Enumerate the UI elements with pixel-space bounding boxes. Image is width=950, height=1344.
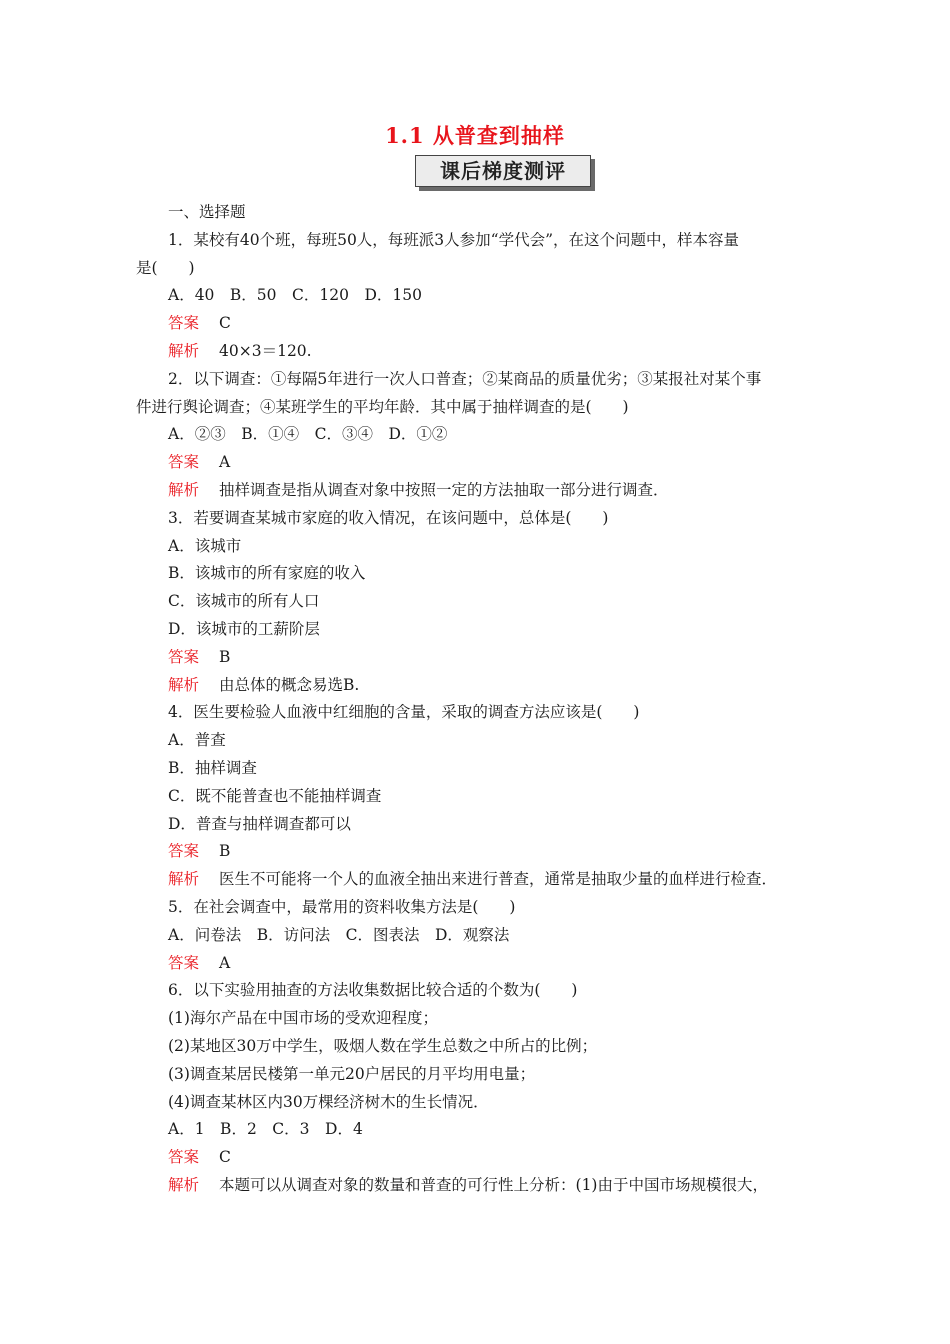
line-text: A．该城市: [168, 536, 242, 555]
text-line: [136, 1089, 826, 1117]
line-text: 6．以下实验用抽查的方法收集数据比较合适的个数为( ): [168, 981, 578, 1000]
text-line: [136, 1061, 826, 1089]
line-text: 医生不可能将一个人的血液全抽出来进行普查，通常是抽取少量的血样进行检查．: [219, 870, 778, 889]
line-text: C．该城市的所有人口: [168, 592, 320, 611]
line-text: 是( ): [136, 258, 195, 277]
line-text: 1．某校有40个班，每班50人，每班派3人参加“学代会”，在这个问题中，样本容量: [168, 230, 740, 249]
text-line: [136, 977, 826, 1005]
text-line: [136, 1116, 826, 1144]
line-text: 件进行舆论调查；④某班学生的平均年龄．其中属于抽样调查的是( ): [136, 397, 629, 416]
analysis-line: [136, 1172, 826, 1200]
answer-label: 答案: [168, 953, 200, 972]
line-text: B: [219, 842, 231, 861]
text-line: [136, 922, 826, 950]
text-line: [136, 1005, 826, 1033]
text-line: [136, 533, 826, 561]
banner-label: 课后梯度测评: [415, 155, 591, 187]
text-line: [136, 227, 826, 255]
line-text: 3．若要调查某城市家庭的收入情况，在该问题中，总体是( ): [168, 508, 609, 527]
text-line: [136, 1033, 826, 1061]
answer-line: [136, 449, 826, 477]
analysis-label: 解析: [168, 870, 200, 889]
line-text: 40×3＝120.: [219, 341, 312, 360]
text-line: [136, 699, 826, 727]
line-text: B: [219, 647, 231, 666]
analysis-line: [136, 672, 826, 700]
text-line: [136, 255, 826, 283]
answer-label: 答案: [168, 1148, 200, 1167]
answer-label: 答案: [168, 453, 200, 472]
analysis-line: [136, 866, 826, 894]
answer-label: 答案: [168, 842, 200, 861]
answer-line: [136, 950, 826, 978]
line-text: A: [219, 453, 231, 472]
text-line: [136, 588, 826, 616]
analysis-line: [136, 338, 826, 366]
text-line: [136, 894, 826, 922]
line-text: C．既不能普查也不能抽样调查: [168, 786, 382, 805]
line-text: B．该城市的所有家庭的收入: [168, 564, 366, 583]
line-text: 一、选择题: [168, 203, 246, 221]
answer-label: 答案: [168, 314, 200, 333]
text-line: [136, 366, 826, 394]
exercise-content: [136, 199, 826, 1200]
line-text: (2)某地区30万中学生，吸烟人数在学生总数之中所占的比例；: [168, 1036, 598, 1055]
line-text: (4)调查某林区内30万棵经济树木的生长情况．: [168, 1092, 489, 1111]
text-line: [136, 560, 826, 588]
line-text: A．②③ B．①④ C．③④ D．①②: [168, 425, 448, 444]
line-text: D．该城市的工薪阶层: [168, 619, 320, 638]
line-text: B．抽样调查: [168, 758, 257, 777]
line-text: C: [219, 1148, 231, 1167]
text-line: [136, 727, 826, 755]
text-line: [136, 421, 826, 449]
line-text: 2．以下调查：①每隔5年进行一次人口普查；②某商品的质量优劣；③某报社对某个事: [168, 369, 762, 388]
section-banner: [415, 155, 595, 191]
text-line: [136, 199, 826, 227]
line-text: A．1 B．2 C．3 D．4: [168, 1120, 363, 1139]
line-text: 5．在社会调查中，最常用的资料收集方法是( ): [168, 897, 516, 916]
analysis-line: [136, 477, 826, 505]
line-text: 4．医生要检验人血液中红细胞的含量，采取的调查方法应该是( ): [168, 703, 640, 722]
answer-line: [136, 310, 826, 338]
line-text: A．40 B．50 C．120 D．150: [168, 286, 422, 305]
answer-label: 答案: [168, 647, 200, 666]
text-line: [136, 282, 826, 310]
line-text: 本题可以从调查对象的数量和普查的可行性上分析：(1)由于中国市场规模很大，: [219, 1175, 768, 1194]
analysis-label: 解析: [168, 341, 200, 360]
text-line: [136, 394, 826, 422]
analysis-label: 解析: [168, 480, 200, 499]
analysis-label: 解析: [168, 675, 200, 694]
answer-line: [136, 1144, 826, 1172]
text-line: [136, 505, 826, 533]
text-line: [136, 755, 826, 783]
text-line: [136, 811, 826, 839]
text-line: [136, 783, 826, 811]
line-text: D．普查与抽样调查都可以: [168, 814, 351, 833]
line-text: A．普查: [168, 731, 226, 750]
answer-line: [136, 838, 826, 866]
line-text: 抽样调查是指从调查对象中按照一定的方法抽取一部分进行调查．: [219, 480, 669, 499]
line-text: (1)海尔产品在中国市场的受欢迎程度；: [168, 1009, 438, 1028]
line-text: A．问卷法 B．访问法 C．图表法 D．观察法: [168, 925, 510, 944]
answer-line: [136, 644, 826, 672]
text-line: [136, 616, 826, 644]
line-text: (3)调查某居民楼第一单元20户居民的月平均用电量；: [168, 1064, 536, 1083]
line-text: A: [219, 953, 231, 972]
page-title: 1.1 从普查到抽样: [385, 123, 565, 148]
analysis-label: 解析: [168, 1175, 200, 1194]
line-text: 由总体的概念易选B.: [219, 675, 360, 694]
line-text: C: [219, 314, 231, 333]
